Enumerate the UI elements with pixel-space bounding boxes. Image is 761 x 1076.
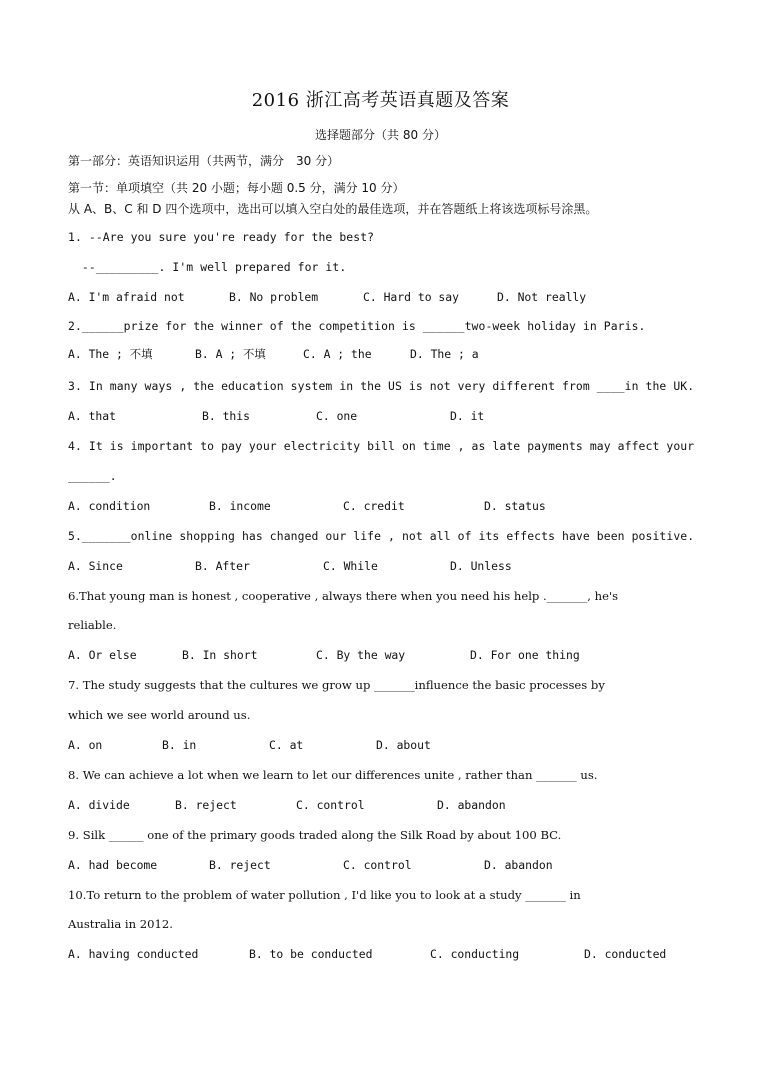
question-1-response: --_________. I'm well prepared for it.	[68, 260, 347, 274]
q4-option-b: B. income	[209, 499, 271, 513]
question-7-stem-cont: which we see world around us.	[68, 708, 251, 722]
q6-option-d: D. For one thing	[470, 648, 580, 662]
q7-option-d: D. about	[376, 738, 431, 752]
q3-option-d: D. it	[450, 409, 485, 423]
q5-option-b: B. After	[195, 559, 250, 573]
section-subtitle: 选择题部分（共 80 分）	[315, 128, 446, 142]
q10-option-a: A. having conducted	[68, 947, 199, 961]
q9-option-c: C. control	[343, 858, 412, 872]
q7-option-c: C. at	[269, 738, 304, 752]
question-10-stem-cont: Australia in 2012.	[68, 917, 173, 931]
q6-option-b: B. In short	[182, 648, 258, 662]
part-heading: 第一部分：英语知识运用（共两节，满分 30 分）	[68, 154, 340, 168]
question-9-stem: 9. Silk ______ one of the primary goods traded along the Silk Road by about 100 BC.	[68, 828, 562, 842]
page-title: 2016 浙江高考英语真题及答案	[251, 90, 510, 111]
question-4-stem-cont: ______.	[68, 469, 117, 483]
question-10-stem: 10.To return to the problem of water pollution , I'd like you to look at a study _______ in	[68, 888, 581, 902]
q9-option-d: D. abandon	[484, 858, 553, 872]
q8-option-b: B. reject	[175, 798, 237, 812]
question-8-stem: 8. We can achieve a lot when we learn to let our differences unite , rather than _______ us.	[68, 768, 598, 782]
q6-option-a: A. Or else	[68, 648, 137, 662]
question-4-stem: 4. It is important to pay your electricity bill on time , as late payments may affect your	[68, 439, 695, 453]
q7-option-a: A. on	[68, 738, 103, 752]
question-3-stem: 3. In many ways , the education system in the US is not very different from ____in the UK.	[68, 379, 695, 393]
q6-option-c: C. By the way	[316, 648, 406, 662]
q10-option-c: C. conducting	[430, 947, 520, 961]
question-5-stem: 5._______online shopping has changed our life , not all of its effects have been positive.	[68, 529, 695, 543]
q8-option-c: C. control	[296, 798, 365, 812]
q1-option-a: A. I'm afraid not	[68, 290, 185, 304]
q1-option-d: D. Not really	[497, 290, 587, 304]
q2-option-d: D. The ; a	[410, 347, 479, 361]
question-2-stem: 2.______prize for the winner of the competition is ______two-week holiday in Paris.	[68, 319, 646, 333]
q2-option-a: A. The ; 不填	[68, 347, 153, 361]
q5-option-a: A. Since	[68, 559, 123, 573]
q4-option-d: D. status	[484, 499, 546, 513]
q5-option-d: D. Unless	[450, 559, 512, 573]
q8-option-a: A. divide	[68, 798, 130, 812]
q3-option-a: A. that	[68, 409, 117, 423]
question-7-stem: 7. The study suggests that the cultures we grow up _______influence the basic processes by	[68, 678, 605, 692]
q4-option-c: C. credit	[343, 499, 405, 513]
instructions: 从 A、B、C 和 D 四个选项中，选出可以填入空白处的最佳选项，并在答题纸上将该选项标号涂黑。	[68, 202, 598, 216]
q8-option-d: D. abandon	[437, 798, 506, 812]
q3-option-b: B. this	[202, 409, 251, 423]
q1-option-c: C. Hard to say	[363, 290, 460, 304]
q10-option-b: B. to be conducted	[249, 947, 373, 961]
q9-option-a: A. had become	[68, 858, 158, 872]
q2-option-b: B. A ; 不填	[195, 347, 266, 361]
question-1-stem: 1. --Are you sure you're ready for the best?	[68, 230, 375, 244]
q5-option-c: C. While	[323, 559, 378, 573]
q2-option-c: C. A ; the	[303, 347, 372, 361]
question-6-stem: 6.That young man is honest , cooperative , always there when you need his help ._______, he's	[68, 589, 619, 603]
q3-option-c: C. one	[316, 409, 358, 423]
question-6-stem-cont: reliable.	[68, 618, 117, 632]
q7-option-b: B. in	[162, 738, 197, 752]
q4-option-a: A. condition	[68, 499, 151, 513]
section-heading: 第一节：单项填空（共 20 小题；每小题 0.5 分，满分 10 分）	[68, 181, 405, 195]
q10-option-d: D. conducted	[584, 947, 667, 961]
q1-option-b: B. No problem	[229, 290, 319, 304]
q9-option-b: B. reject	[209, 858, 271, 872]
